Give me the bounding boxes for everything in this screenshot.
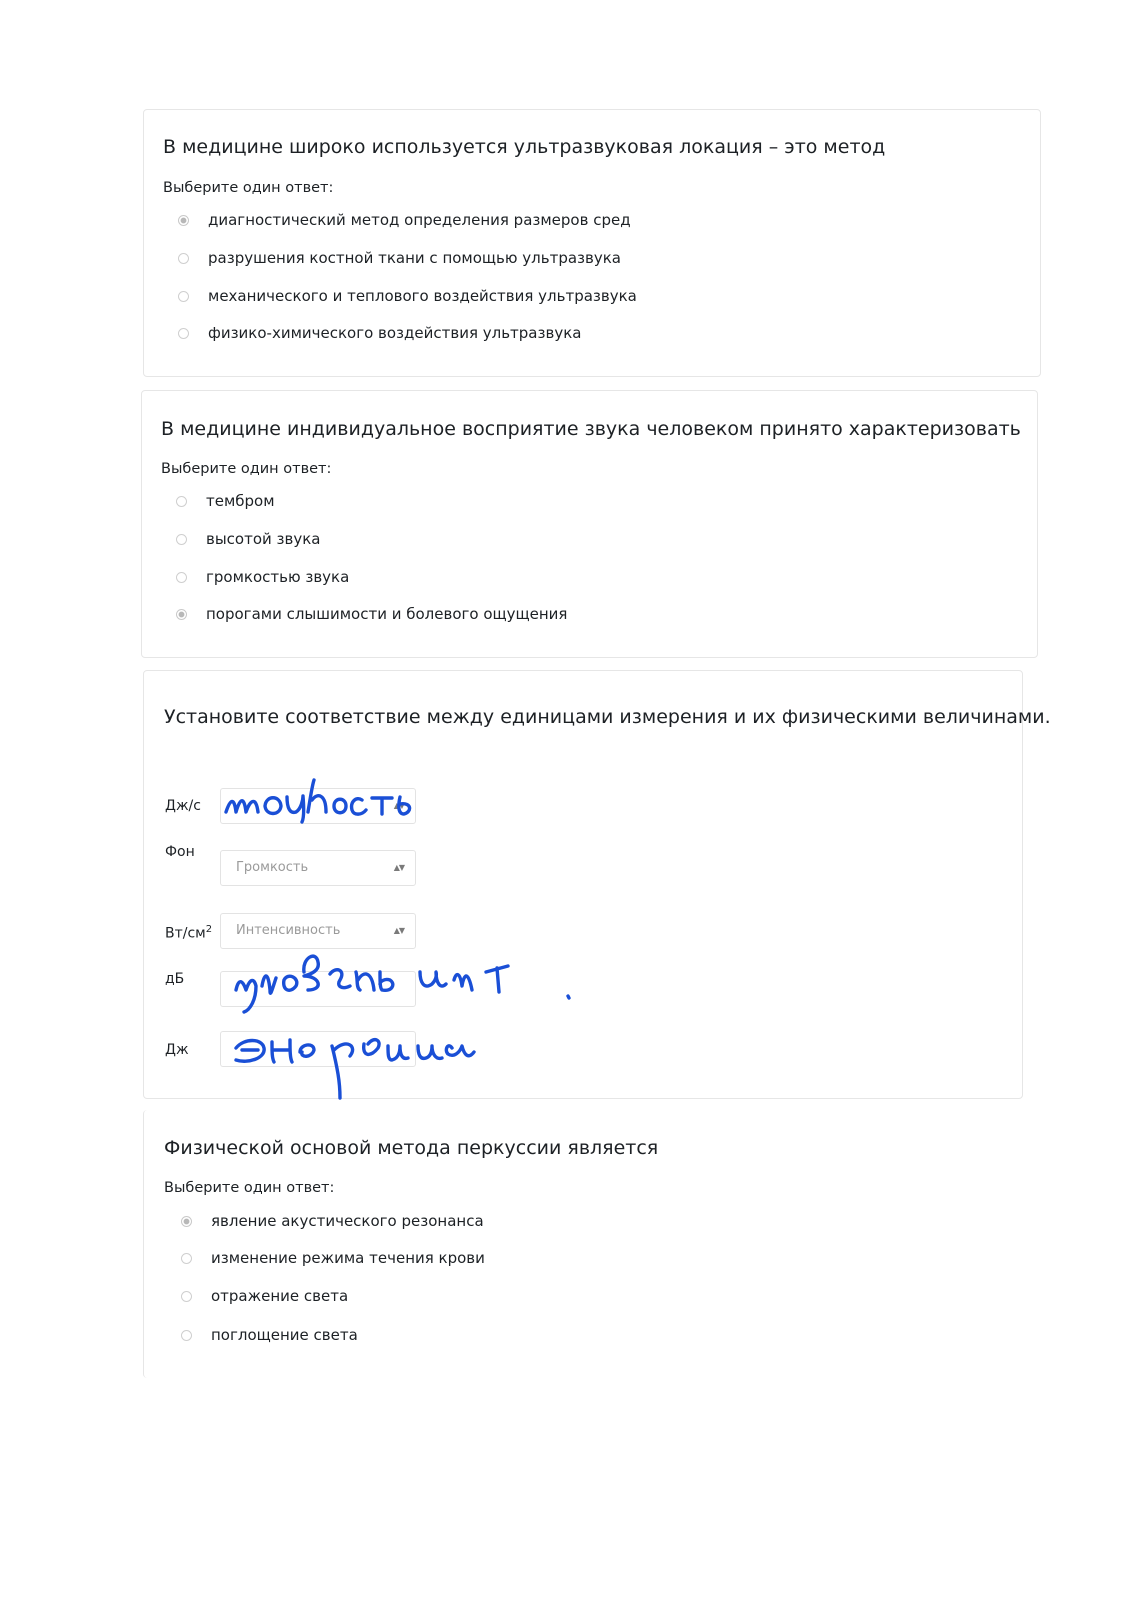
radio-icon[interactable] xyxy=(178,291,189,302)
match-unit-1: Дж/с xyxy=(165,798,201,814)
question-4-text: Физической основой метода перкуссии является xyxy=(164,1137,659,1159)
radio-icon[interactable] xyxy=(181,1330,192,1341)
match-select-4[interactable] xyxy=(220,971,416,1007)
select-value: Интенсивность xyxy=(236,923,341,938)
option-label: разрушения костной ткани с помощью ультразвука xyxy=(208,249,621,267)
q2-option-3[interactable] xyxy=(172,565,349,589)
q1-option-4[interactable] xyxy=(174,321,581,345)
radio-checked-icon[interactable] xyxy=(176,609,187,620)
radio-icon[interactable] xyxy=(181,1291,192,1302)
sort-arrows-icon: ▲▼ xyxy=(393,801,404,810)
match-unit-3 xyxy=(165,921,212,943)
q4-option-2[interactable] xyxy=(177,1246,485,1270)
option-label: физико-химического воздействия ультразвука xyxy=(208,324,582,342)
unit-text: Вт/см xyxy=(165,925,206,942)
question-2-prompt: Выберите один ответ: xyxy=(161,461,332,477)
q2-option-1[interactable] xyxy=(172,489,275,513)
match-select-2[interactable] xyxy=(220,850,416,886)
match-unit-2: Фон xyxy=(165,844,195,860)
option-label: высотой звука xyxy=(206,530,321,548)
option-label: диагностический метод определения размеров сред xyxy=(208,211,631,229)
match-unit-5: Дж xyxy=(165,1042,189,1058)
question-1-text: В медицине широко используется ультразвуковая локация – это метод xyxy=(163,136,886,158)
q1-option-3[interactable] xyxy=(174,284,637,308)
option-label: поглощение света xyxy=(211,1326,358,1344)
radio-checked-icon[interactable] xyxy=(178,215,189,226)
radio-checked-icon[interactable] xyxy=(181,1216,192,1227)
option-label: порогами слышимости и болевого ощущения xyxy=(206,605,568,623)
unit-superscript: 2 xyxy=(205,924,213,935)
option-label: явление акустического резонанса xyxy=(211,1212,484,1230)
option-label: изменение режима течения крови xyxy=(211,1249,485,1267)
question-2-text: В медицине индивидуальное восприятие звука человеком принято характеризовать xyxy=(161,418,1021,440)
radio-icon[interactable] xyxy=(176,572,187,583)
option-label: громкостью звука xyxy=(206,568,350,586)
q1-option-1[interactable] xyxy=(174,208,631,232)
match-unit-4: дБ xyxy=(165,971,185,987)
option-label: отражение света xyxy=(211,1287,349,1305)
question-3-text: Установите соответствие между единицами измерения и их физическими величинами. xyxy=(164,706,1051,728)
q2-option-4[interactable] xyxy=(172,602,567,626)
sort-arrows-icon: ▲▼ xyxy=(393,863,404,872)
radio-icon[interactable] xyxy=(178,328,189,339)
select-value: Громкость xyxy=(236,860,309,875)
radio-icon[interactable] xyxy=(178,253,189,264)
match-select-3[interactable] xyxy=(220,913,416,949)
match-select-5[interactable] xyxy=(220,1031,416,1067)
q4-option-3[interactable] xyxy=(177,1284,348,1308)
match-select-1[interactable] xyxy=(220,788,416,824)
question-1-prompt: Выберите один ответ: xyxy=(163,180,334,196)
option-label: тембром xyxy=(206,492,275,510)
q4-option-4[interactable] xyxy=(177,1323,358,1347)
radio-icon[interactable] xyxy=(176,534,187,545)
q1-option-2[interactable] xyxy=(174,246,621,270)
q2-option-2[interactable] xyxy=(172,527,321,551)
radio-icon[interactable] xyxy=(176,496,187,507)
question-4-prompt: Выберите один ответ: xyxy=(164,1180,335,1196)
sort-arrows-icon: ▲▼ xyxy=(393,926,404,935)
radio-icon[interactable] xyxy=(181,1253,192,1264)
option-label: механического и теплового воздействия ультразвука xyxy=(208,287,637,305)
q4-option-1[interactable] xyxy=(177,1209,484,1233)
